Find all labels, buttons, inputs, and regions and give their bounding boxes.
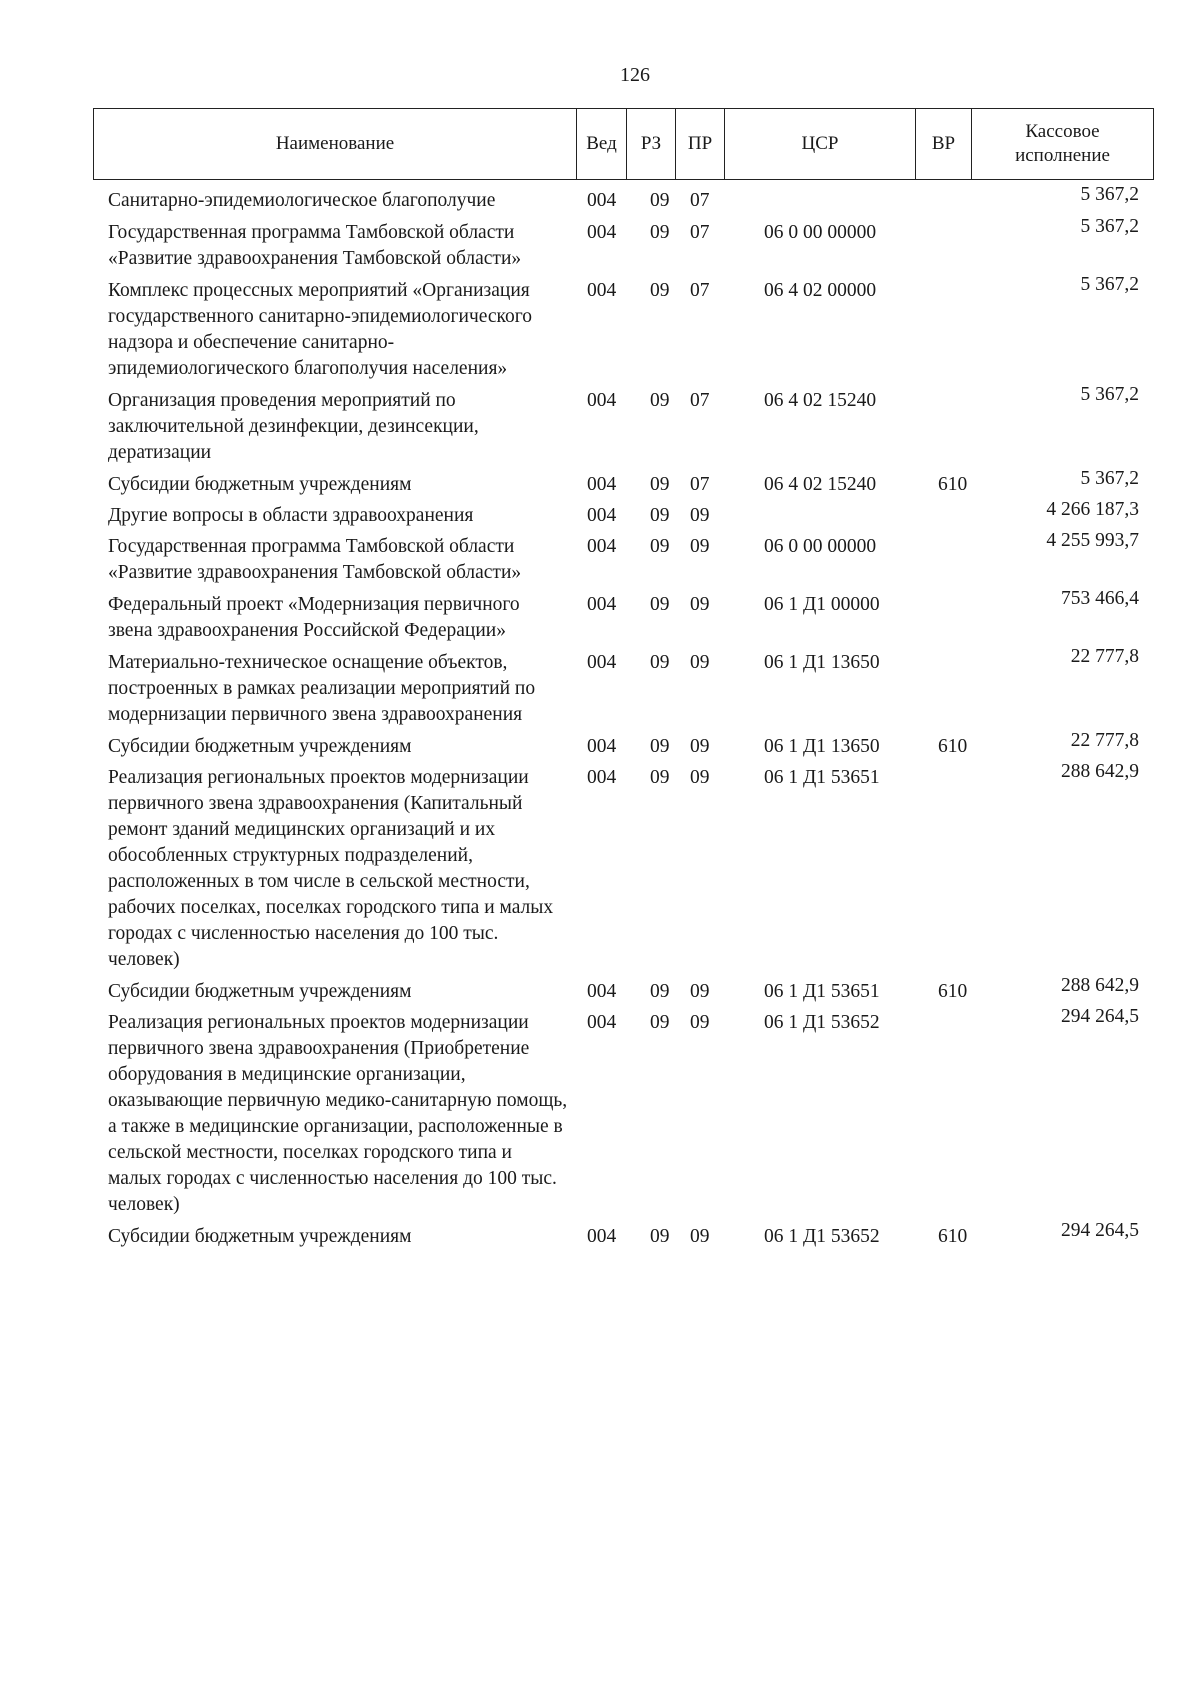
table-row xyxy=(0,499,1200,529)
row-csr: 06 1 Д1 53652 xyxy=(764,1226,880,1247)
row-pr: 09 xyxy=(690,736,710,757)
row-amount: 5 367,2 xyxy=(1080,216,1139,237)
row-csr: 06 4 02 15240 xyxy=(764,390,877,411)
row-ved: 004 xyxy=(587,390,617,411)
table-row xyxy=(0,646,1200,728)
row-csr: 06 1 Д1 53651 xyxy=(764,981,880,1002)
row-pr: 09 xyxy=(690,981,710,1002)
row-rz: 09 xyxy=(650,505,670,526)
row-csr: 06 1 Д1 53652 xyxy=(764,1012,880,1033)
row-csr: 06 1 Д1 00000 xyxy=(764,594,880,615)
row-rz: 09 xyxy=(650,767,670,788)
row-rz: 09 xyxy=(650,390,670,411)
row-amount: 22 777,8 xyxy=(1070,730,1139,751)
row-amount: 22 777,8 xyxy=(1070,646,1139,667)
row-pr: 07 xyxy=(690,190,710,211)
table-row xyxy=(0,588,1200,644)
page-number: 126 xyxy=(620,64,650,86)
row-rz: 09 xyxy=(650,1012,670,1033)
row-csr: 06 1 Д1 13650 xyxy=(764,736,880,757)
row-ved: 004 xyxy=(587,736,617,757)
table-row xyxy=(0,761,1200,973)
row-name: Федеральный проект «Модернизация первичного звена здравоохранения Российской Федерации» xyxy=(108,594,520,641)
row-ved: 004 xyxy=(587,1226,617,1247)
column-header-csr: ЦСР xyxy=(725,109,916,180)
row-ved: 004 xyxy=(587,1012,617,1033)
table-row xyxy=(0,1220,1200,1250)
column-header-rz: РЗ xyxy=(627,109,676,180)
row-pr: 09 xyxy=(690,1226,710,1247)
row-csr: 06 0 00 00000 xyxy=(764,222,877,243)
row-amount: 5 367,2 xyxy=(1080,274,1139,295)
row-name: Субсидии бюджетным учреждениям xyxy=(108,736,412,757)
row-pr: 09 xyxy=(690,536,710,557)
row-ved: 004 xyxy=(587,594,617,615)
row-ved: 004 xyxy=(587,505,617,526)
row-pr: 07 xyxy=(690,280,710,301)
row-name: Субсидии бюджетным учреждениям xyxy=(108,981,412,1002)
row-name: Другие вопросы в области здравоохранения xyxy=(108,505,474,526)
row-rz: 09 xyxy=(650,981,670,1002)
row-name: Государственная программа Тамбовской области «Развитие здравоохранения Тамбовской области» xyxy=(108,536,522,583)
row-csr: 06 1 Д1 53651 xyxy=(764,767,880,788)
row-rz: 09 xyxy=(650,222,670,243)
row-ved: 004 xyxy=(587,222,617,243)
row-amount: 5 367,2 xyxy=(1080,468,1139,489)
table-row xyxy=(0,274,1200,382)
row-ved: 004 xyxy=(587,652,617,673)
row-csr: 06 4 02 15240 xyxy=(764,474,877,495)
table-row xyxy=(0,216,1200,272)
table-row xyxy=(0,730,1200,760)
row-amount: 4 255 993,7 xyxy=(1046,530,1139,551)
row-rz: 09 xyxy=(650,280,670,301)
column-header-sum: Кассовое исполнение xyxy=(972,109,1154,180)
table-row xyxy=(0,184,1200,214)
column-header-ved: Вед xyxy=(577,109,627,180)
row-name: Субсидии бюджетным учреждениям xyxy=(108,1226,412,1247)
row-amount: 288 642,9 xyxy=(1061,975,1139,996)
row-vr: 610 xyxy=(938,736,968,757)
row-name: Государственная программа Тамбовской области «Развитие здравоохранения Тамбовской области» xyxy=(108,222,522,269)
row-ved: 004 xyxy=(587,981,617,1002)
row-pr: 09 xyxy=(690,505,710,526)
row-name: Реализация региональных проектов модернизации первичного звена здравоохранения (Приобретение оборудования в медицинские организации, оказывающие первичную медико-санитарную помощь, а также в медицинские организации, расположенные в сельской местности, поселках городского типа и малых городах с численностью населения до 100 тыс. человек) xyxy=(108,1012,568,1215)
row-amount: 5 367,2 xyxy=(1080,184,1139,205)
row-amount: 753 466,4 xyxy=(1061,588,1139,609)
row-name: Комплекс процессных мероприятий «Организация государственного санитарно-эпидемиологического надзора и обеспечение санитарно-эпидемиологического благополучия населения» xyxy=(108,280,533,379)
row-pr: 09 xyxy=(690,594,710,615)
row-csr: 06 0 00 00000 xyxy=(764,536,877,557)
row-amount: 4 266 187,3 xyxy=(1046,499,1139,520)
row-ved: 004 xyxy=(587,280,617,301)
row-name: Субсидии бюджетным учреждениям xyxy=(108,474,412,495)
row-pr: 09 xyxy=(690,767,710,788)
row-pr: 07 xyxy=(690,474,710,495)
row-pr: 07 xyxy=(690,390,710,411)
row-ved: 004 xyxy=(587,536,617,557)
row-amount: 288 642,9 xyxy=(1061,761,1139,782)
table-row xyxy=(0,468,1200,498)
row-amount: 294 264,5 xyxy=(1061,1220,1139,1241)
table-header xyxy=(93,108,1154,180)
row-csr: 06 1 Д1 13650 xyxy=(764,652,880,673)
row-amount: 5 367,2 xyxy=(1080,384,1139,405)
row-rz: 09 xyxy=(650,190,670,211)
row-ved: 004 xyxy=(587,474,617,495)
row-vr: 610 xyxy=(938,981,968,1002)
row-pr: 07 xyxy=(690,222,710,243)
row-vr: 610 xyxy=(938,474,968,495)
column-header-pr: ПР xyxy=(676,109,725,180)
row-amount: 294 264,5 xyxy=(1061,1006,1139,1027)
table-row xyxy=(0,530,1200,586)
row-vr: 610 xyxy=(938,1226,968,1247)
row-rz: 09 xyxy=(650,1226,670,1247)
column-header-name: Наименование xyxy=(94,109,577,180)
row-pr: 09 xyxy=(690,1012,710,1033)
table-row xyxy=(0,384,1200,466)
row-rz: 09 xyxy=(650,652,670,673)
row-csr: 06 4 02 00000 xyxy=(764,280,877,301)
row-rz: 09 xyxy=(650,594,670,615)
row-name: Организация проведения мероприятий по заключительной дезинфекции, дезинсекции, дератизации xyxy=(108,390,479,463)
row-name: Реализация региональных проектов модернизации первичного звена здравоохранения (Капитальный ремонт зданий медицинских организаций и их обособленных структурных подразделений, расположенных в том числе в сельской местности, рабочих поселках, поселках городского типа и малых городах с численностью населения до 100 тыс. человек) xyxy=(108,767,554,970)
row-rz: 09 xyxy=(650,536,670,557)
row-rz: 09 xyxy=(650,736,670,757)
table-body xyxy=(0,184,1200,1256)
row-name: Материально-техническое оснащение объектов, построенных в рамках реализации мероприятий по модернизации первичного звена здравоохранения xyxy=(108,652,536,725)
row-name: Санитарно-эпидемиологическое благополучие xyxy=(108,190,496,211)
column-header-vr: ВР xyxy=(916,109,972,180)
table-row xyxy=(0,1006,1200,1218)
table-row xyxy=(0,975,1200,1005)
row-ved: 004 xyxy=(587,767,617,788)
row-pr: 09 xyxy=(690,652,710,673)
row-ved: 004 xyxy=(587,190,617,211)
row-rz: 09 xyxy=(650,474,670,495)
